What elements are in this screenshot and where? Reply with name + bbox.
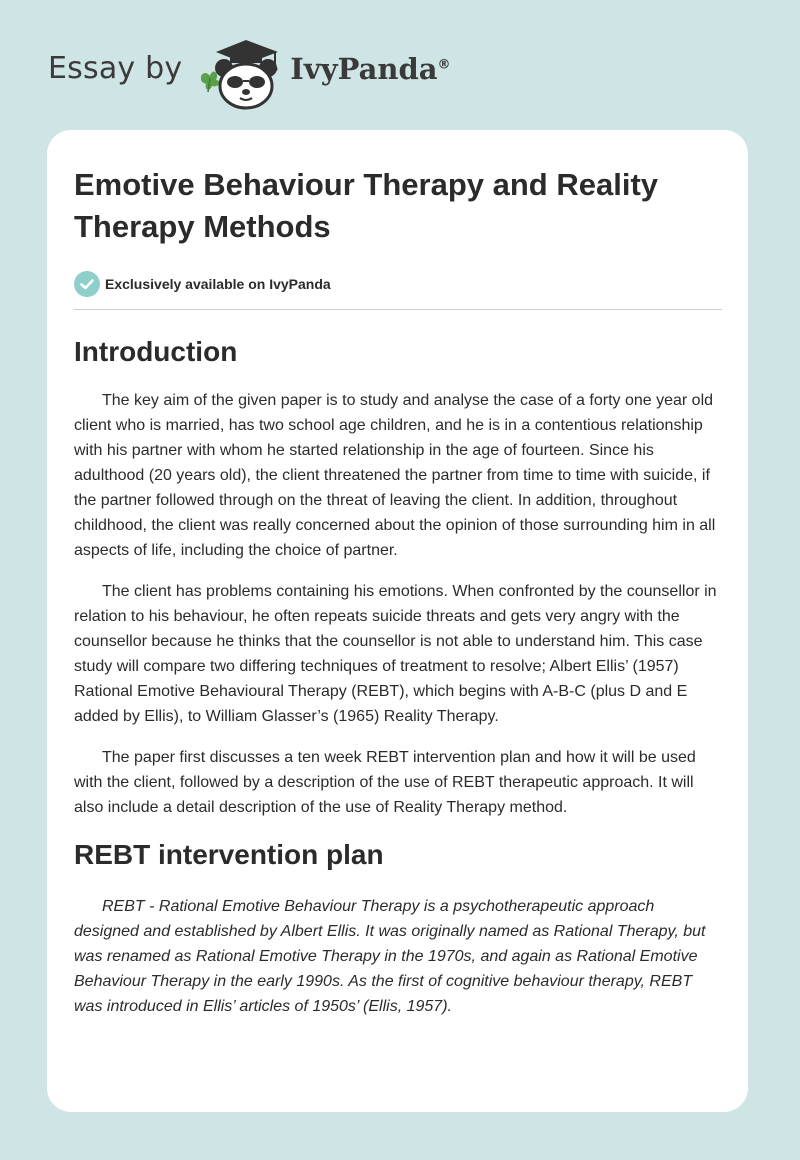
brand-name-text: IvyPanda [290, 52, 438, 86]
article-card [47, 130, 748, 1112]
brand-name[interactable] [290, 52, 450, 86]
essay-by-label: Essay by [48, 50, 183, 86]
paragraph: REBT - Rational Emotive Behaviour Therapy is a psychotherapeutic approach designed and established by Albert Ellis. It was originally named as Rational Therapy, but was renamed as Rational Emotive Therapy in the 1970s, and again as Rational Emotive Behaviour Therapy in the early 1990s. As the first of cognitive behaviour therapy, REBT was introduced in Ellis’ articles of 1950s’ (Ellis, 1957). [74, 898, 706, 1015]
exclusive-badge [74, 270, 722, 298]
paragraph: The paper first discusses a ten week REBT intervention plan and how it will be used with the client, followed by a description of the use of REBT therapeutic approach. It will also include a detail description of the use of Reality Therapy method. [74, 749, 696, 816]
section-heading-introduction: Introduction [74, 336, 238, 367]
site-header [48, 34, 451, 110]
section-heading-rebt-intervention-plan: REBT intervention plan [74, 839, 384, 870]
registered-mark: ® [437, 57, 451, 73]
ivypanda-logo-icon[interactable] [196, 34, 288, 110]
badge-text: Exclusively available on IvyPanda [105, 276, 331, 292]
paragraph: The client has problems containing his emotions. When confronted by the counsellor in relation to his behaviour, he often repeats suicide threats and gets very angry with the counsellor because he thinks that the counsellor is not able to understand him. This case study will compare two differing techniques of treatment to resolve; Albert Ellis’ (1957) Rational Emotive Behavioural Therapy (REBT), which begins with A-B-C (plus D and E added by Ellis), to William Glasser’s (1965) Reality Therapy. [74, 583, 717, 725]
page-title: Emotive Behaviour Therapy and Reality Therapy Methods [74, 167, 659, 244]
check-circle-icon [74, 271, 100, 297]
paragraph: The key aim of the given paper is to study and analyse the case of a forty one year old client who is married, has two school age children, and he is in a contentious relationship with his partner with whom he started relationship in the age of fourteen. Since his adulthood (20 years old), the client threatened the partner from time to time with suicide, if the partner followed through on the threat of leaving the client. In addition, throughout childhood, the client was really concerned about the opinion of those surrounding him in all aspects of life, including the choice of partner. [74, 392, 716, 559]
divider [74, 309, 722, 310]
